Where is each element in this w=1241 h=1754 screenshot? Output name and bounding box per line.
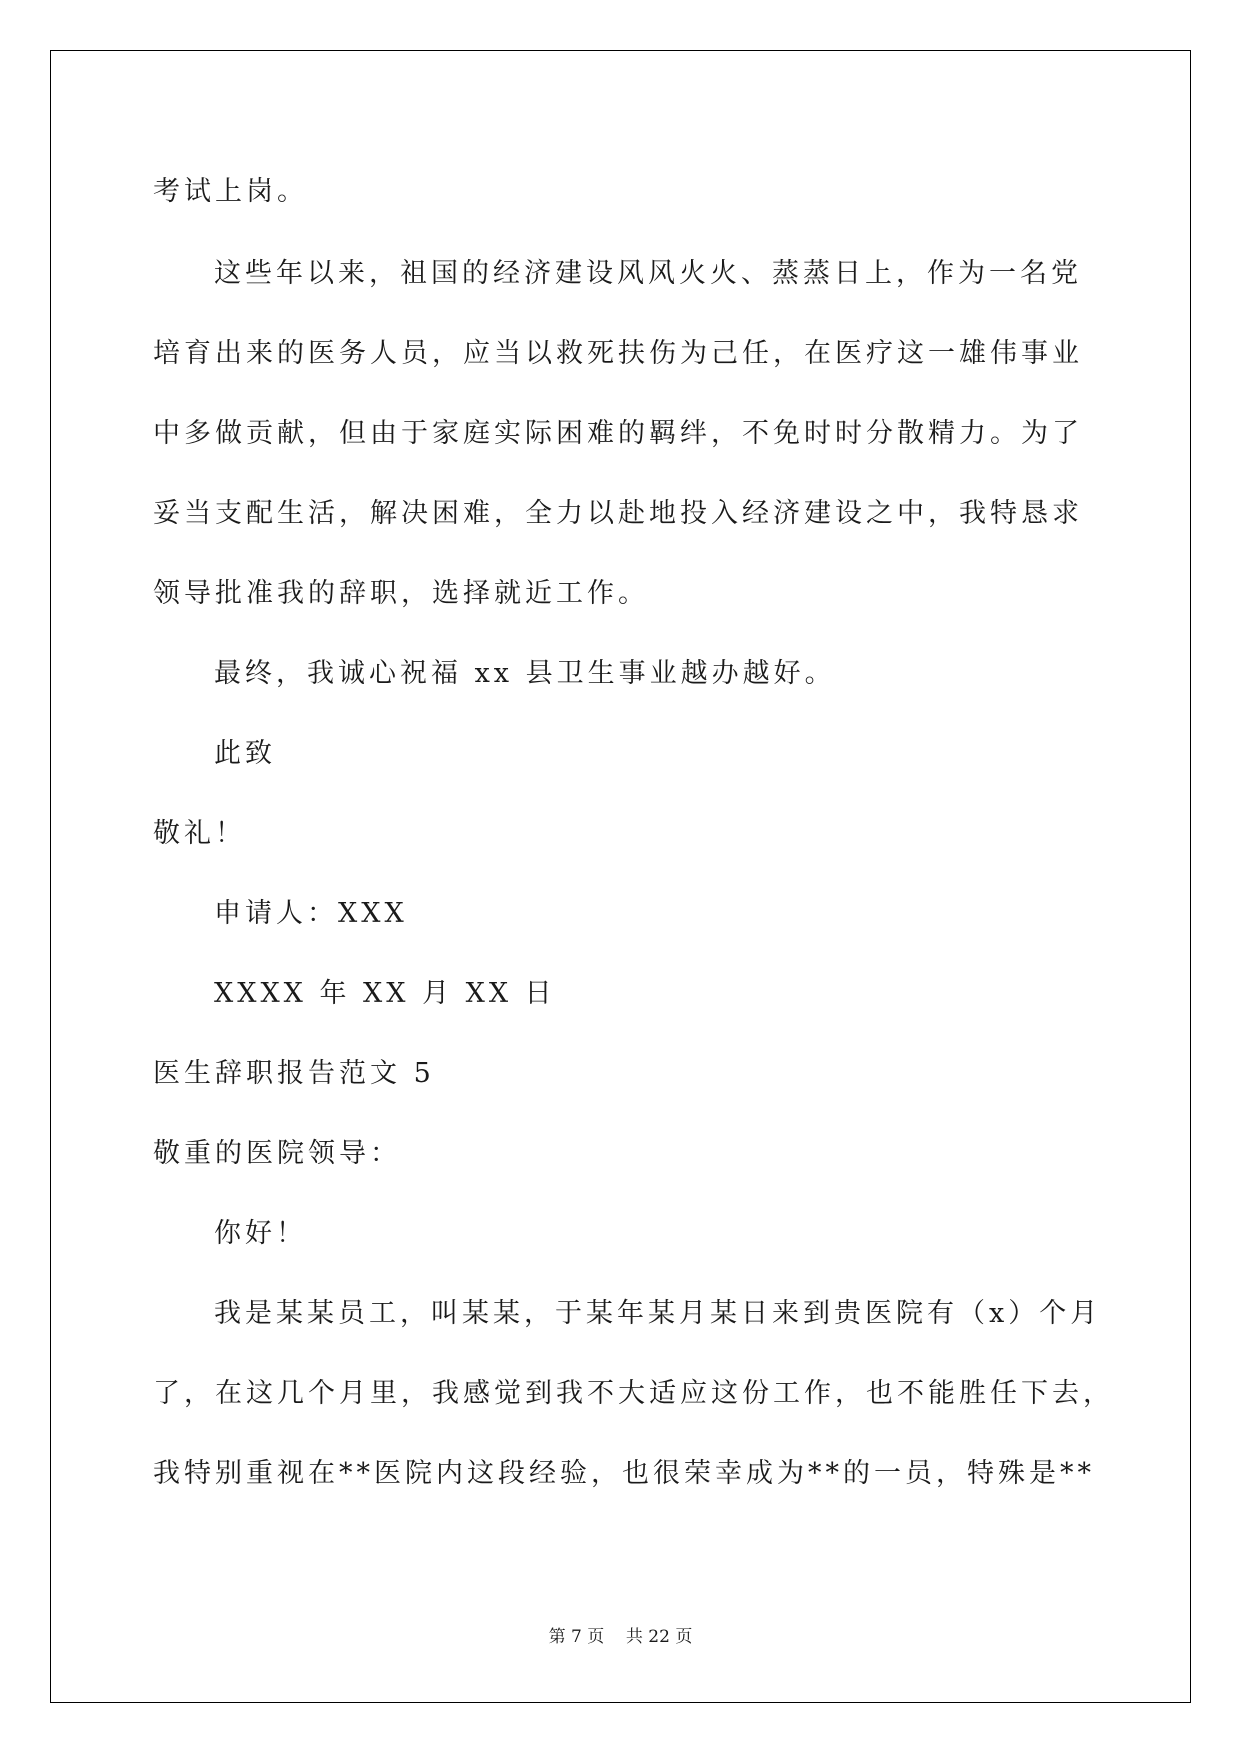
text-line: 了，在这几个月里，我感觉到我不大适应这份工作，也不能胜任下去， <box>153 1378 1114 1409</box>
text-line: 培育出来的医务人员，应当以救死扶伤为己任，在医疗这一雄伟事业 <box>153 338 1083 369</box>
text-line: 我是某某员工，叫某某，于某年某月某日来到贵医院有（x）个月 <box>214 1298 1102 1329</box>
text-line: 这些年以来，祖国的经济建设风风火火、蒸蒸日上，作为一名党 <box>214 258 1082 289</box>
applicant-line: 申请人：XXX <box>214 898 408 929</box>
letter-greeting: 敬重的医院领导： <box>153 1138 401 1169</box>
closing-regards: 敬礼！ <box>153 818 246 849</box>
text-line: 我特别重视在**医院内这段经验，也很荣幸成为**的一员，特殊是** <box>153 1458 1095 1489</box>
text-line: 考试上岗。 <box>153 176 308 207</box>
page-border <box>50 50 1191 1703</box>
page-footer <box>0 1622 1241 1647</box>
text-line: 中多做贡献，但由于家庭实际困难的羁绊，不免时时分散精力。为了 <box>153 418 1083 449</box>
section-title: 医生辞职报告范文 5 <box>153 1058 435 1089</box>
page-total: 共 22 页 <box>625 1627 693 1647</box>
text-line: 妥当支配生活，解决困难，全力以赴地投入经济建设之中，我特恳求 <box>153 498 1083 529</box>
page-number: 第 7 页 <box>548 1627 605 1647</box>
text-line: 领导批准我的辞职，选择就近工作。 <box>153 578 649 609</box>
text-line: 最终，我诚心祝福 xx 县卫生事业越办越好。 <box>214 658 836 689</box>
closing-salutation: 此致 <box>214 738 276 769</box>
date-line: XXXX 年 XX 月 XX 日 <box>214 978 556 1009</box>
letter-hello: 你好！ <box>214 1218 307 1249</box>
